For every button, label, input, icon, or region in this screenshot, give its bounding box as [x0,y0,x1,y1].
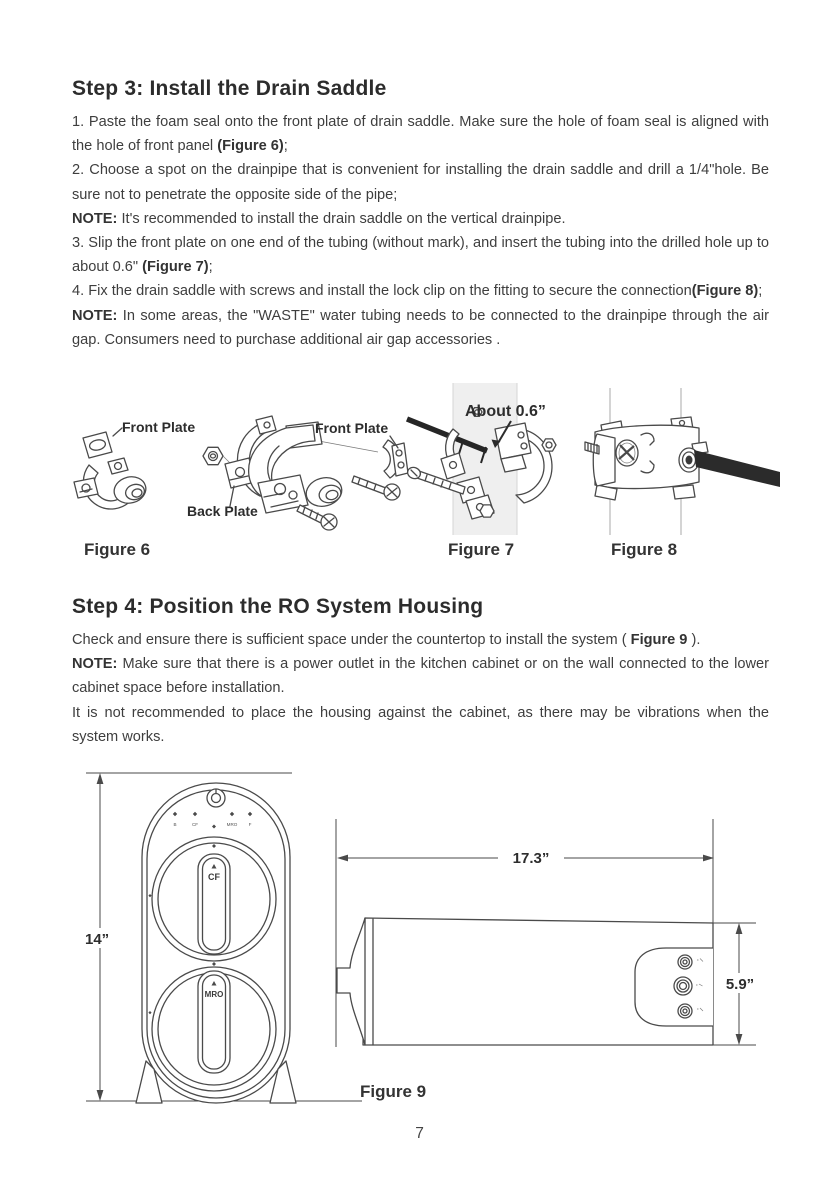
figure7-caption: Figure 7 [448,540,515,559]
dimension-line-height-side [719,923,761,1045]
screw [352,476,400,500]
step4-heading: Step 4: Position the RO System Housing [72,595,484,618]
width-dimension-label: 17.3” [512,850,550,867]
depth-annotation: About 0.6” [465,403,546,420]
screw [297,505,337,530]
instruction-4: 4. Fix the drain saddle with screws and install the lock clip on the fitting to secure the connection(Figure 8); [72,283,763,300]
indicator-label: CF [191,822,199,827]
figure8-caption: Figure 8 [611,540,678,559]
hex-nut [542,439,556,451]
instruction-2: 2. Choose a spot on the drainpipe that is convenient for installing the drain saddle and drill a 1/4"hole. Be sure not to penetrate the opposite side of the pipe; [72,162,769,203]
step3-section [72,77,769,352]
drain-saddle-part [74,458,149,509]
note-power-outlet: NOTE: Make sure that there is a power outlet in the kitchen cabinet or on the wall connected to the lower cabinet space before installation. [72,656,769,697]
dimension-line-width [337,850,714,867]
instruction-3: 3. Slip the front plate on one end of the tubing (without mark), and insert the tubing into the drilled hole up to about 0.6" (Figure 7); [72,235,769,276]
note-2: NOTE: In some areas, the "WASTE" water tubing needs to be connected to the drainpipe through the air gap. Consumers need to purchase additional air gap accessories . [72,307,769,348]
front-plate-label: Front Plate [315,420,389,436]
figure8-drawing [585,388,780,535]
side-height-dimension-label: 5.9” [725,976,755,993]
filter-mro-label: MRO [204,990,224,999]
indicator-label: B [173,822,177,827]
hex-nut [203,447,223,464]
step3-heading: Step 3: Install the Drain Saddle [72,77,387,100]
figure9-caption: Figure 9 [360,1082,427,1101]
figure7-drawing [403,383,583,535]
dimension-line-height [82,773,120,1101]
foam-seal [83,432,112,458]
note-1: NOTE: It's recommended to install the drain saddle on the vertical drainpipe. [72,210,566,227]
filter-cf-label: CF [208,872,220,882]
page-number: 7 [415,1125,424,1142]
figure6-caption: Figure 6 [84,540,151,559]
indicator-label: MRO [226,822,238,827]
back-plate-label: Back Plate [187,503,258,519]
indicator-label: F [248,822,252,827]
figure9-side-view [332,815,768,1067]
instruction-1: 1. Paste the foam seal onto the front plate of drain saddle. Make sure the hole of foam seal is aligned with the hole of front panel (Figure 6); [72,114,769,155]
height-dimension-label: 14” [85,931,110,948]
leader-line [113,428,122,436]
tubing [694,450,780,487]
connection-ports-panel [635,948,713,1026]
power-button-icon [207,789,225,807]
front-plate-seal-label: Front Plate [122,419,196,435]
screw-head [616,440,638,466]
step4-section [72,595,769,749]
note-vibration: It is not recommended to place the housing against the cabinet, as there may be vibrations when the system works. [72,704,769,745]
figure9-front-view [80,765,372,1113]
instruction-check-space: Check and ensure there is sufficient space under the countertop to install the system ( Figure 9 ). [72,632,701,648]
figure6-drawing [72,386,408,538]
